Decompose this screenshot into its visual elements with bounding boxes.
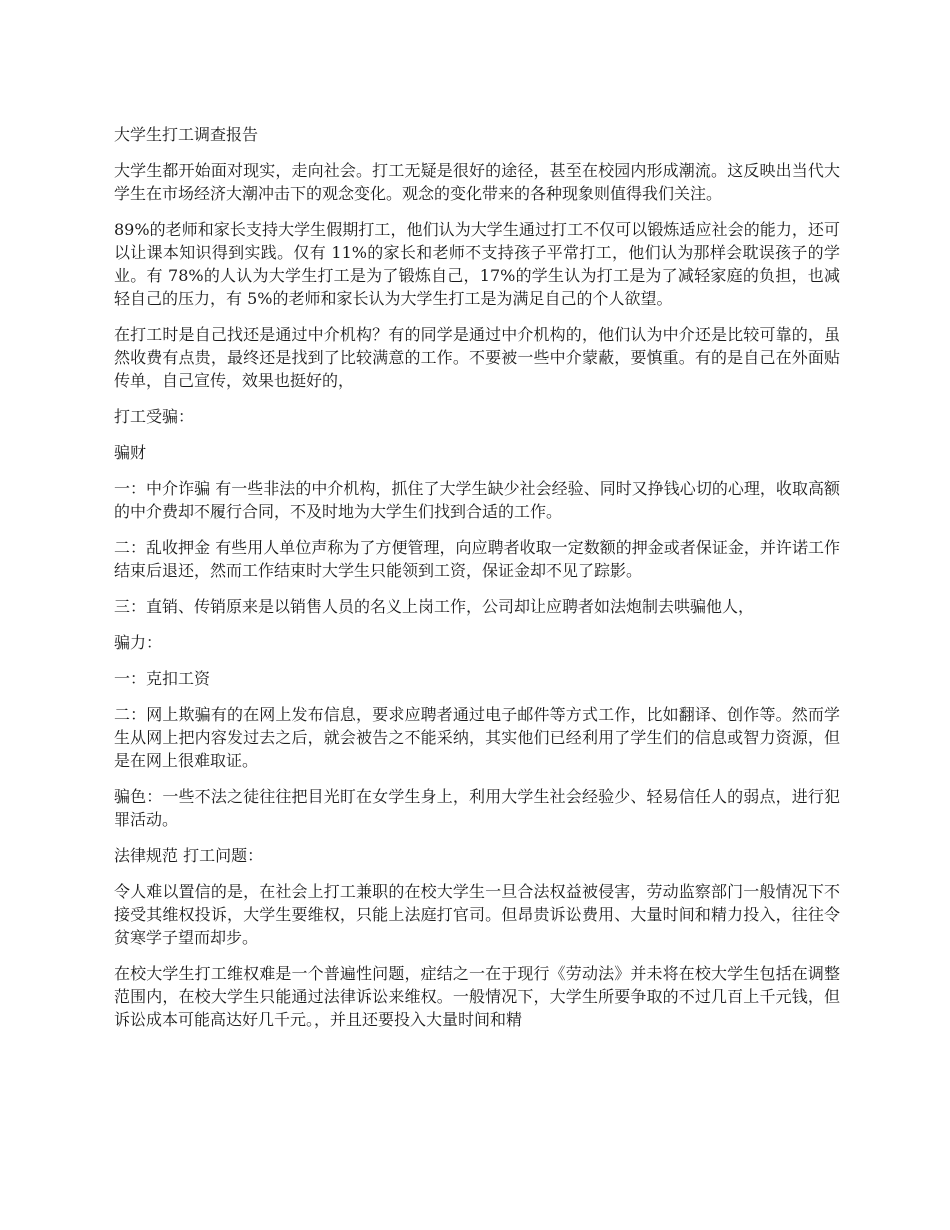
paragraph-pyramid-selling: 三：直销、传销原来是以销售人员的名义上岗工作，公司却让应聘者如法炮制去哄骗他人， — [114, 597, 755, 616]
paragraph-labor-law: 在校大学生打工维权难是一个普遍性问题，症结之一在于现行《劳动法》并未将在校大学生包括在调整范围内，在校大学生只能通过法律诉讼来维权。一般情况下，大学生所要争取的不过几百上千元钱，但诉讼成本可能高达好几千元。，并且还要投入大量时间和精 — [114, 964, 840, 1029]
paragraph-online-fraud: 二：网上欺骗有的在网上发布信息，要求应聘者通过电子邮件等方式工作，比如翻译、创作等。然而学生从网上把内容发过去之后，就会被告之不能采纳，其实他们已经利用了学生们的信息或智力资源，但是在网上很难取证。 — [114, 705, 840, 770]
heading-deception: 打工受骗： — [114, 407, 195, 426]
heading-labor-fraud: 骗力： — [114, 633, 163, 652]
paragraph-rights-protection: 令人难以置信的是，在社会上打工兼职的在校大学生一旦合法权益被侵害，劳动监察部门一般情况下不接受其维权投诉，大学生要维权，只能上法庭打官司。但昂贵诉讼费用、大量时间和精力投入，往往令贫寒学子望而却步。 — [114, 882, 840, 947]
heading-legal: 法律规范 打工问题： — [114, 846, 264, 865]
paragraph-agency: 在打工时是自己找还是通过中介机构？有的同学是通过中介机构的，他们认为中介还是比较可靠的，虽然收费有点贵，最终还是找到了比较满意的工作。不要被一些中介蒙蔽，要慎重。有的是自己在外面贴传单，自己宣传，效果也挺好的， — [114, 325, 840, 390]
paragraph-survey-stats: 89%的老师和家长支持大学生假期打工，他们认为大学生通过打工不仅可以锻炼适应社会的能力，还可以让课本知识得到实践。仅有 11%的家长和老师不支持孩子平常打工，他们认为那样会耽误孩子的学业。有 78%的人认为大学生打工是为了锻炼自己，17%的学生认为打工是为了减轻家庭的负担，也减轻自己的压力，有 5%的老师和家长认为大学生打工是为满足自己的个人欲望。 — [114, 220, 840, 308]
paragraph-intro: 大学生都开始面对现实，走向社会。打工无疑是很好的途径，甚至在校园内形成潮流。这反映出当代大学生在市场经济大潮冲击下的观念变化。观念的变化带来的各种现象则值得我们关注。 — [114, 161, 840, 203]
paragraph-sexual-fraud: 骗色：一些不法之徒往往把目光盯在女学生身上，利用大学生社会经验少、轻易信任人的弱点，进行犯罪活动。 — [114, 787, 840, 829]
heading-money-fraud: 骗财 — [114, 443, 147, 462]
paragraph-deposit: 二：乱收押金 有些用人单位声称为了方便管理，向应聘者收取一定数额的押金或者保证金，并许诺工作结束后退还，然而工作结束时大学生只能领到工资，保证金却不见了踪影。 — [114, 538, 840, 580]
paragraph-agency-fraud: 一：中介诈骗 有一些非法的中介机构，抓住了大学生缺少社会经验、同时又挣钱心切的心理，收取高额的中介费却不履行合同，不及时地为大学生们找到合适的工作。 — [114, 479, 840, 521]
paragraph-wage-deduction: 一：克扣工资 — [114, 669, 211, 688]
document-title: 大学生打工调查报告 — [114, 125, 259, 144]
document-page — [114, 123, 840, 1044]
